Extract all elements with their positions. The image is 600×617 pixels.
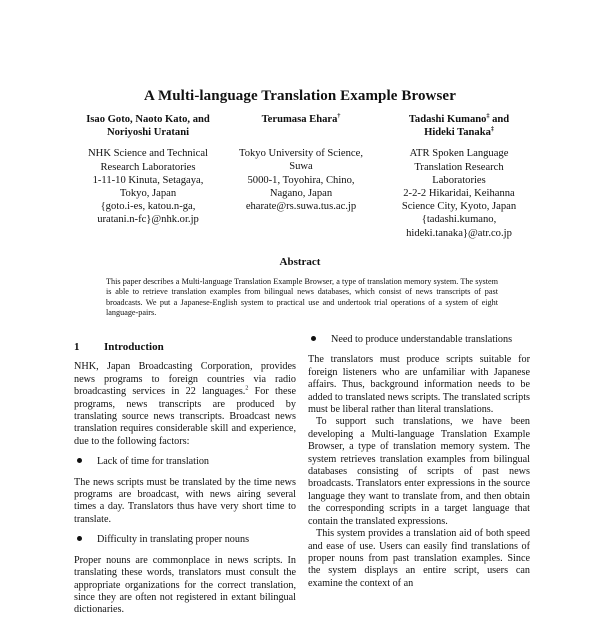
- affiliation-mark: ‡: [490, 126, 494, 133]
- body-column-left: [74, 341, 296, 617]
- body-paragraph: Proper nouns are commonplace in news scripts. In translating these words, translators must consult the appropriate organizations for the correct translation, since they are often not registered in extant bilingual dictionaries.: [74, 554, 296, 616]
- body-paragraph: This system provides a translation aid of both speed and ease of use. Users can easily find translations of proper nouns from past translation examples. Since the system displays an entire script, users can examine the context of an: [308, 528, 530, 589]
- affiliation-line: Suwa: [289, 161, 313, 173]
- bullet-item: [308, 334, 530, 346]
- intro-paragraph: NHK, Japan Broadcasting Corporation, provides news programs to foreign countries via radio broadcasting services in 22 languages.$^2$ For these programs, news transcripts are produced by translating source news transcripts. Broadcast news translation requires considerable skill and experience, due to the following factors:: [74, 361, 296, 447]
- author-block-tus: [216, 113, 386, 213]
- affiliation-line: Laboratories: [432, 174, 486, 186]
- author-name-suffix: and: [489, 114, 510, 125]
- body-paragraph: The news scripts must be translated by the time news programs are broadcast, with news airing several times a day. Translators thus have very short time to translate.: [74, 476, 296, 525]
- affiliation-line: 5000-1, Toyohira, Chino,: [247, 174, 355, 186]
- bullet-label: Need to produce understandable translations: [331, 334, 513, 345]
- paper-title: A Multi-language Translation Example Browser: [144, 88, 456, 104]
- author-names: [374, 113, 544, 139]
- bullet-icon: [77, 458, 82, 463]
- author-email: uratani.n-fc}@nhk.or.jp: [97, 214, 199, 226]
- author-email: {tadashi.kumano,: [421, 214, 497, 226]
- affiliation-line: Translation Research: [414, 161, 504, 173]
- abstract-heading: Abstract: [279, 256, 321, 268]
- abstract-text: This paper describes a Multi-language Translation Example Browser, a type of translation memory system. The system is able to retrieve translation examples from bilingual news databases, which consist of news transcripts of past broadcasts. We put a Japanese-English system to practical use and undertook trial operations of a system of eight language-pairs.: [106, 277, 498, 317]
- section-number: 1: [74, 341, 80, 353]
- section-title: Introduction: [104, 341, 164, 353]
- author-name-line: Tadashi Kumano: [408, 114, 487, 125]
- affiliation-line: Research Laboratories: [100, 161, 196, 173]
- bullet-icon: [311, 336, 316, 341]
- author-affiliation: [62, 147, 234, 226]
- affiliation-line: Nagano, Japan: [269, 187, 333, 199]
- author-email: eharate@rs.suwa.tus.ac.jp: [245, 201, 357, 213]
- bullet-item: [74, 456, 296, 468]
- author-name-line: Terumasa Ehara: [261, 114, 338, 125]
- affiliation-line: ATR Spoken Language: [409, 148, 509, 160]
- bullet-label: Difficulty in translating proper nouns: [97, 534, 250, 546]
- author-block-nhk: [62, 113, 234, 227]
- author-name-line: Hideki Tanaka: [424, 127, 491, 139]
- affiliation-line: Tokyo University of Science,: [238, 148, 363, 160]
- bullet-icon: [77, 536, 82, 541]
- author-names: [62, 113, 234, 139]
- author-names: [216, 113, 386, 126]
- author-affiliation: [216, 147, 386, 213]
- body-paragraph: The translators must produce scripts suitable for foreign listeners who are unfamiliar with Japanese affairs. Thus, background information needs to be added to translated news scripts. The translated scripts must be liberal rather than literal translations.: [308, 354, 530, 416]
- author-name-line: Noriyoshi Uratani: [106, 127, 190, 139]
- footnote-mark: 2: [245, 385, 249, 392]
- affiliation-line: NHK Science and Technical: [88, 148, 208, 160]
- affiliation-line: Tokyo, Japan: [119, 188, 177, 200]
- affiliation-line: 1-11-10 Kinuta, Setagaya,: [92, 174, 204, 186]
- body-paragraph: To support such translations, we have been developing a Multi-language Translation Example Browser, a type of translation memory system. The system retrieves translation examples from bilingual databases consisting of scripts of past news broadcasts. Translators enter expressions in the source language they want to translate from, and then obtain the corresponding scripts in a target language that contain the translated expressions.: [308, 416, 530, 527]
- bullet-label: Lack of time for translation: [97, 456, 210, 468]
- affiliation-mark: ‡: [486, 113, 490, 120]
- affiliation-mark: †: [337, 113, 341, 120]
- author-affiliation: [374, 147, 544, 239]
- author-email: hideki.tanaka}@atr.co.jp: [406, 227, 512, 239]
- body-column-right: [308, 334, 530, 590]
- author-email: {goto.i-es, katou.n-ga,: [100, 201, 196, 213]
- affiliation-line: 2-2-2 Hikaridai, Keihanna: [403, 188, 515, 200]
- affiliation-line: Science City, Kyoto, Japan: [401, 201, 517, 213]
- author-block-atr: [374, 113, 544, 240]
- section-heading: [74, 341, 296, 353]
- author-name-line: Isao Goto, Naoto Kato, and: [86, 114, 210, 125]
- bullet-item: [74, 534, 296, 546]
